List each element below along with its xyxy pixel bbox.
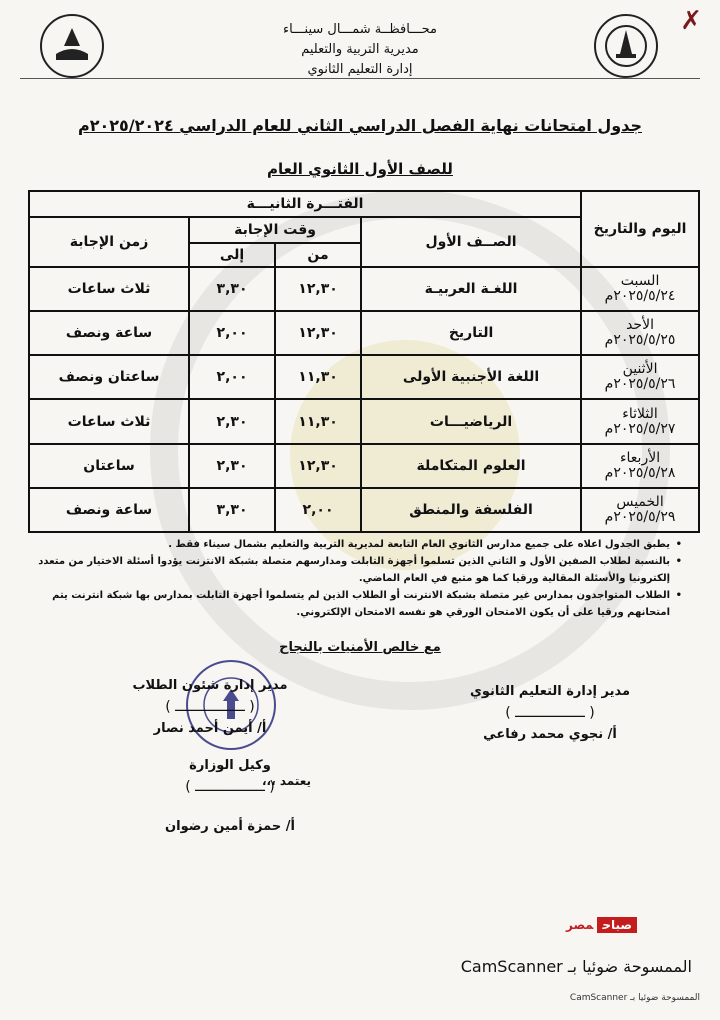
from-time-cell: ١١,٣٠ [275,399,361,443]
exam-date: ٢٠٢٥/٥/٢٩م [604,508,676,525]
to-time-cell: ٣,٣٠ [189,488,275,532]
duration-cell: ساعتان ونصف [29,355,189,399]
header-divider [20,78,700,79]
secondary-director-signature [440,684,660,748]
schedule-title: جدول امتحانات نهاية الفصل الدراسي الثاني للعام الدراسي ٢٠٢٥/٢٠٢٤م [78,116,642,135]
directorate-name: مديرية التربية والتعليم [301,42,419,57]
signatory-title: مدير إدارة التعليم الثانوي [469,684,631,699]
duration-cell: ثلاث ساعات [29,267,189,311]
letterhead [0,0,720,90]
from-time-cell: ١١,٣٠ [275,355,361,399]
header-day-date: اليوم والتاريخ [581,191,699,267]
header-from: من [275,243,361,267]
day-date-cell [581,444,699,488]
table-row [29,444,699,488]
day-date-cell [581,399,699,443]
signatory-title: مدير إدارة شئون الطلاب [132,678,288,693]
exam-date: ٢٠٢٥/٥/٢٨م [604,464,676,481]
from-time-cell: ١٢,٣٠ [275,267,361,311]
deputy-minister-signature [80,758,380,840]
duration-cell: ساعتان [29,444,189,488]
note-item: • الطلاب المتواجدون بمدارس غير متصلة بشبكة الانترنت أو الطلاب الذين لم يتسلموا أجهزة التابلت بمدارس بها شبكة انترنت يتم امتحانهم ورقيا على أن يكون الامتحان الورقي هو نفسه الامتحان الإلكتروني. [34,587,682,621]
notes-list [34,536,682,621]
to-time-cell: ٢,٣٠ [189,444,275,488]
note-item: • بالنسبة لطلاب الصفين الأول و الثاني الذين تسلموا أجهزة التابلت ومدارسهم متصلة بشبكة الانترنت يؤدوا أسئلة الاختيار من متعدد إلكترونيا والأسئلة المقالية ورقيا كما هو متبع في العام الماضي. [34,553,682,587]
signatory-name: أ/ نجوي محمد رفاعي [483,727,617,742]
day-date-cell [581,488,699,532]
governorate-logo-icon [594,14,658,78]
table-row [29,355,699,399]
good-wishes: مع خالص الأمنيات بالنجاح [279,640,441,655]
table-row [29,311,699,355]
student-affairs-director-signature [100,678,320,742]
subject-cell: الفلسفة والمنطق [361,488,581,532]
day-name: الأحد [626,317,654,334]
exam-date: ٢٠٢٥/٥/٢٤م [604,288,676,305]
subject-cell: اللغـة العربيـة [361,267,581,311]
from-time-cell: ١٢,٣٠ [275,311,361,355]
brand-part-a: صباح [597,917,637,933]
signature-scribble-icon: ( ـــــــــــــــــ ) [505,705,595,721]
header-period: الفتـــرة الثانيـــة [29,191,581,217]
table-row [29,399,699,443]
signature-scribble-icon: ( ـــــــــــــــــ ) [185,779,275,795]
day-date-cell [581,355,699,399]
subject-cell: اللغة الأجنبية الأولى [361,355,581,399]
exam-date: ٢٠٢٥/٥/٢٥م [604,332,676,349]
day-date-cell [581,267,699,311]
exam-date: ٢٠٢٥/٥/٢٧م [604,420,676,437]
subject-cell: العلوم المتكاملة [361,444,581,488]
brand-part-b: مصر [566,918,594,932]
from-time-cell: ١٢,٣٠ [275,444,361,488]
exam-date: ٢٠٢٥/٥/٢٦م [604,376,676,393]
to-time-cell: ٢,٠٠ [189,355,275,399]
header-answer-time: وقت الإجابة [189,217,361,243]
table-row [29,488,699,532]
corner-check-mark-icon: ✗ [680,6,702,36]
signature-scribble-icon: ( ـــــــــــــــــ ) [165,699,255,715]
approval-label: يعتمد ،،، [262,774,312,788]
governorate-name: محـــافظــة شمـــال سينـــاء [283,22,437,37]
header-to: إلى [189,243,275,267]
day-name: السبت [620,273,660,290]
day-name: الأثنين [622,361,658,378]
duration-cell: ساعة ونصف [29,488,189,532]
to-time-cell: ٢,٣٠ [189,399,275,443]
day-name: الخميس [616,493,664,510]
grade-subtitle: للصف الأول الثانوي العام [267,160,453,178]
duration-cell: ثلاث ساعات [29,399,189,443]
from-time-cell: ٢,٠٠ [275,488,361,532]
signatory-title: وكيل الوزارة [189,758,271,773]
camscanner-caption: الممسوحة ضوئيا بـ CamScanner [460,957,692,976]
to-time-cell: ٢,٠٠ [189,311,275,355]
note-item: • يطبق الجدول اعلاه على جميع مدارس الثانوي العام التابعة لمديرية التربية والتعليم بشمال سيناء فقط . [34,536,682,553]
exam-schedule-table [28,190,700,533]
camscanner-caption-small: الممسوحة ضوئيا بـ CamScanner [569,993,700,1003]
signatory-name: أ/ أيمن أحمد نصار [153,721,267,736]
site-brand-logo [566,918,637,932]
table-row [29,267,699,311]
administration-name: إدارة التعليم الثانوي [307,62,413,77]
duration-cell: ساعة ونصف [29,311,189,355]
education-directorate-logo-icon [40,14,104,78]
signatory-name: أ/ حمزة أمين رضوان [165,819,295,834]
subject-cell: التاريخ [361,311,581,355]
header-duration: زمن الإجابة [29,217,189,267]
to-time-cell: ٣,٣٠ [189,267,275,311]
day-name: الأربعاء [619,449,661,466]
header-grade: الصــف الأول [361,217,581,267]
day-name: الثلاثاء [622,405,658,422]
subject-cell: الرياضيـــات [361,399,581,443]
day-date-cell [581,311,699,355]
